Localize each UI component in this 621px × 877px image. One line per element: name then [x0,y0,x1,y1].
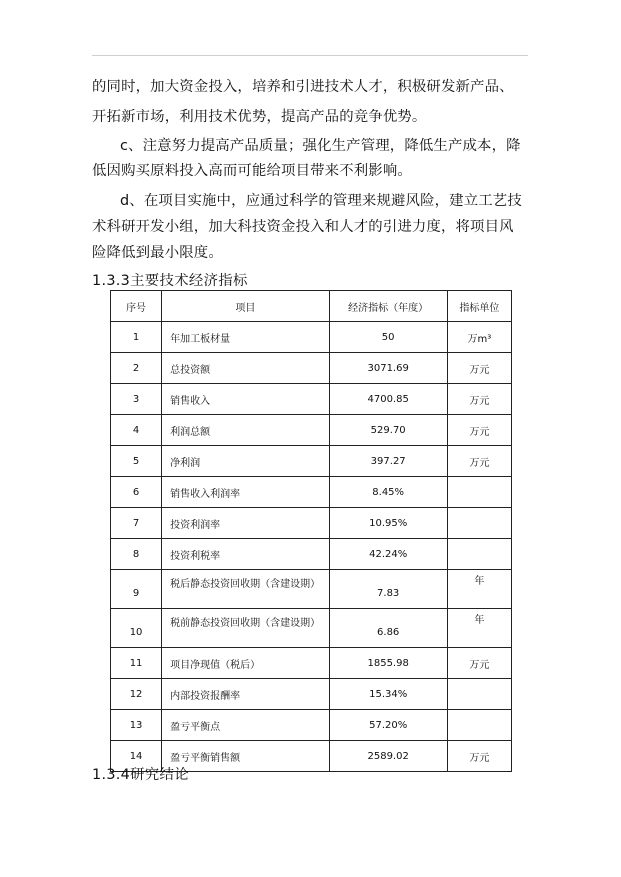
row-value: 2589.02 [329,741,447,772]
header-rule [92,55,528,56]
row-item: 盈亏平衡销售额 [162,741,329,772]
row-unit: 万元 [447,741,511,772]
row-unit: 万元 [447,446,511,477]
row-item: 内部投资报酬率 [162,679,329,710]
economic-indicators-table [110,290,512,772]
row-no: 3 [111,384,162,415]
row-item: 销售收入 [162,384,329,415]
row-unit [447,570,511,609]
row-no: 12 [111,679,162,710]
row-unit [447,609,511,648]
row-value: 1855.98 [329,648,447,679]
row-item [162,609,329,648]
row-value: 50 [329,322,447,353]
row-unit: 万元 [447,415,511,446]
row-no: 9 [111,570,162,609]
row-no: 11 [111,648,162,679]
table-row [111,384,512,415]
row-item: 盈亏平衡点 [162,710,329,741]
paragraph-line-4: 低因购买原料投入高而可能给项目带来不利影响。 [92,163,412,179]
row-value: 57.20% [329,710,447,741]
row-no: 5 [111,446,162,477]
row-no: 4 [111,415,162,446]
table-row [111,322,512,353]
row-unit [447,477,511,508]
row-item: 年加工板材量 [162,322,329,353]
table-row [111,648,512,679]
row-unit: 万元 [447,384,511,415]
table-row [111,415,512,446]
paragraph-line-3: c、注意努力提高产品质量；强化生产管理，降低生产成本，降 [120,138,521,154]
row-value: 10.95% [329,508,447,539]
row-unit: 万元 [447,648,511,679]
row-item: 销售收入利润率 [162,477,329,508]
row-unit [447,508,511,539]
paragraph-line-6: 术科研开发小组，加大科技资金投入和人才的引进力度，将项目风 [92,219,514,235]
table-row [111,353,512,384]
row-no: 6 [111,477,162,508]
row-no: 8 [111,539,162,570]
table-row [111,710,512,741]
table-row [111,609,512,648]
row-item: 总投资额 [162,353,329,384]
row-value: 42.24% [329,539,447,570]
row-no: 13 [111,710,162,741]
row-unit-text: 年 [474,615,485,626]
table-row [111,477,512,508]
row-item: 投资利税率 [162,539,329,570]
row-unit [447,710,511,741]
header-item: 项目 [162,291,329,322]
header-no: 序号 [111,291,162,322]
table-row [111,508,512,539]
row-value: 4700.85 [329,384,447,415]
header-unit: 指标单位 [447,291,511,322]
row-item-text: 税后静态投资回收期（含建设期） [170,578,321,590]
row-item [162,570,329,609]
header-value: 经济指标（年度） [329,291,447,322]
row-value: 6.86 [329,609,447,648]
row-no: 7 [111,508,162,539]
row-value: 3071.69 [329,353,447,384]
paragraph-line-2: 开拓新市场，利用技术优势，提高产品的竞争优势。 [92,109,427,125]
row-value: 529.70 [329,415,447,446]
section-heading-1-3-3: 1.3.3主要技术经济指标 [92,273,248,289]
row-item-text: 税前静态投资回收期（含建设期） [170,617,321,629]
row-no: 10 [111,609,162,648]
section-heading-1-3-4: 1.3.4研究结论 [92,767,189,783]
row-item: 项目净现值（税后） [162,648,329,679]
row-unit-text: 年 [474,576,485,587]
row-unit [447,679,511,710]
row-value: 397.27 [329,446,447,477]
table-header-row [111,291,512,322]
row-value: 8.45% [329,477,447,508]
table-row [111,446,512,477]
row-no: 14 [111,741,162,772]
row-item: 净利润 [162,446,329,477]
paragraph-line-1: 的同时，加大资金投入，培养和引进技术人才，积极研发新产品、 [92,79,514,95]
row-unit [447,539,511,570]
row-item: 利润总额 [162,415,329,446]
row-unit: 万元 [447,353,511,384]
row-no: 2 [111,353,162,384]
paragraph-line-7: 险降低到最小限度。 [92,245,223,261]
paragraph-line-5: d、在项目实施中，应通过科学的管理来规避风险，建立工艺技 [120,193,522,209]
table-row [111,539,512,570]
row-value: 15.34% [329,679,447,710]
table-row [111,570,512,609]
row-item: 投资利润率 [162,508,329,539]
row-unit: 万m³ [447,322,511,353]
table-row [111,679,512,710]
row-no: 1 [111,322,162,353]
row-value: 7.83 [329,570,447,609]
